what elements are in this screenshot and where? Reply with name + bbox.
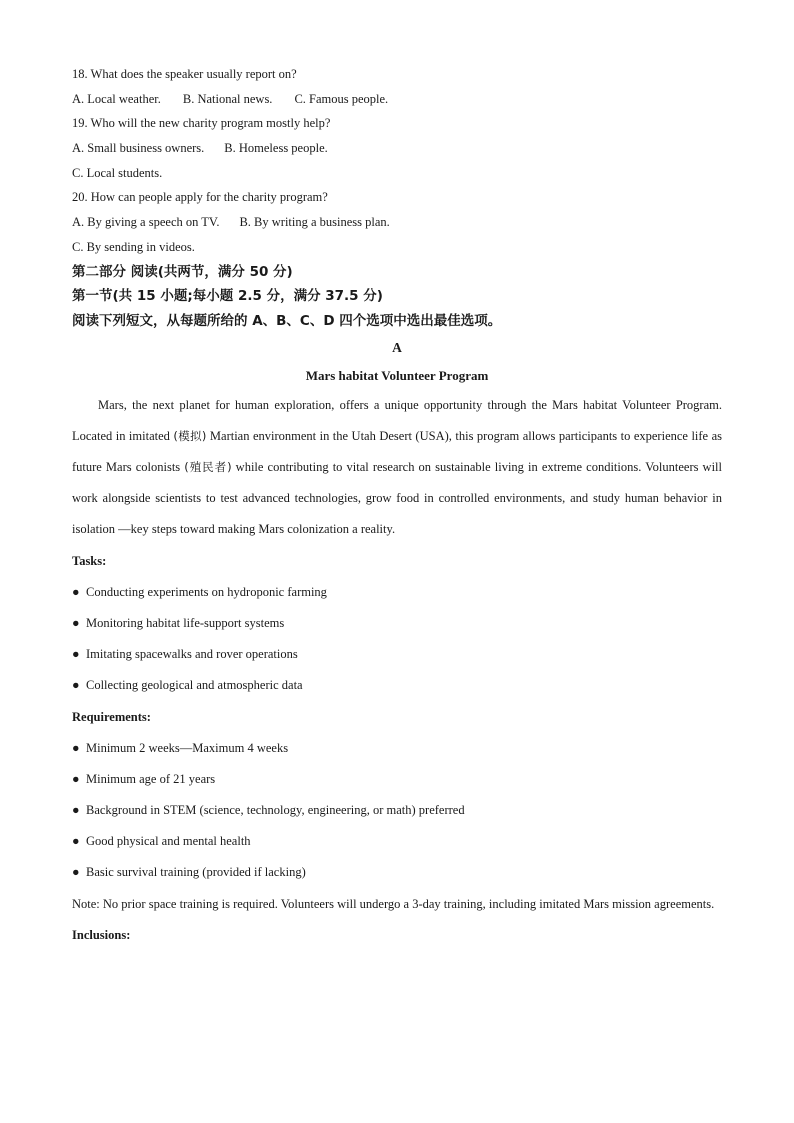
list-item: ● Background in STEM (science, technology, engineering, or math) preferred [72,795,722,826]
chinese-gloss: (模拟) [173,428,207,443]
option-a: A. Local weather. [72,91,161,106]
option-b: B. By writing a business plan. [239,215,390,230]
option-c: C. Famous people. [294,91,389,106]
option-a: A. Small business owners. [72,141,205,156]
passage-paragraph [72,390,722,546]
paragraph-text: Martian environment in the Utah Desert (USA), this program allows participants to experience life as future Mars colonists [72,428,722,474]
bullet-icon: ● [72,865,80,880]
passage-title: Mars habitat Volunteer Program [305,367,489,383]
option-b: B. National news. [182,91,273,106]
bullet-icon: ● [72,678,80,693]
question-19-options [72,136,722,161]
bullet-icon: ● [72,647,80,662]
list-item: ● Minimum age of 21 years [72,764,722,795]
list-item: ● Good physical and mental health [72,826,722,857]
bullet-icon: ● [72,615,80,630]
option-b: B. Homeless people. [224,141,328,156]
passage-label: A [392,339,402,355]
list-item: ● Imitating spacewalks and rover operations [72,639,722,670]
part-heading: 第二部分 阅读(共两节，满分 50 分) [72,263,293,280]
bullet-icon: ● [72,771,80,786]
question-19-stem: 19. Who will the new charity program mostly help? [72,116,331,131]
question-18-stem: 18. What does the speaker usually report on? [72,67,297,81]
question-18-options [72,87,722,112]
bullet-icon: ● [72,834,80,849]
question-20-stem: 20. How can people apply for the charity program? [72,190,328,205]
list-item: ● Minimum 2 weeks—Maximum 4 weeks [72,733,722,764]
question-20-options [72,210,722,235]
list-item: ● Monitoring habitat life-support systems [72,608,722,639]
list-item: ● Collecting geological and atmospheric data [72,670,722,701]
inclusions-heading: Inclusions: [72,927,131,942]
list-item: ● Basic survival training (provided if lacking) [72,857,722,888]
list-item: ● Conducting experiments on hydroponic farming [72,577,722,608]
paragraph-text: Mars, the next planet for human exploration, offers a unique opportunity through the Mars habitat Volunteer Program. Located in imitated [72,397,722,443]
bullet-icon: ● [72,740,80,755]
tasks-heading: Tasks: [72,553,107,568]
paragraph-text: while contributing to vital research on sustainable living in extreme conditions. Volunteers will work alongside scientists to test advanced technologies, grow food in controlled environments, and study human behavior in isolation —key steps toward making Mars colonization a reality. [72,459,722,537]
document-page [72,62,722,951]
bullet-icon: ● [72,584,80,599]
chinese-gloss: (殖民者) [184,459,232,474]
bullet-icon: ● [72,803,80,818]
option-c: C. Local students. [72,165,163,180]
requirements-heading: Requirements: [72,709,151,724]
option-a: A. By giving a speech on TV. [72,215,220,230]
note: Note: No prior space training is required. Volunteers will undergo a 3-day training, including imitated Mars mission agreements. [72,896,715,911]
section-heading: 第一节(共 15 小题;每小题 2.5 分，满分 37.5 分) [72,288,383,305]
instruction: 阅读下列短文，从每题所给的 A、B、C、D 四个选项中选出最佳选项。 [72,312,502,329]
option-c: C. By sending in videos. [72,239,195,254]
